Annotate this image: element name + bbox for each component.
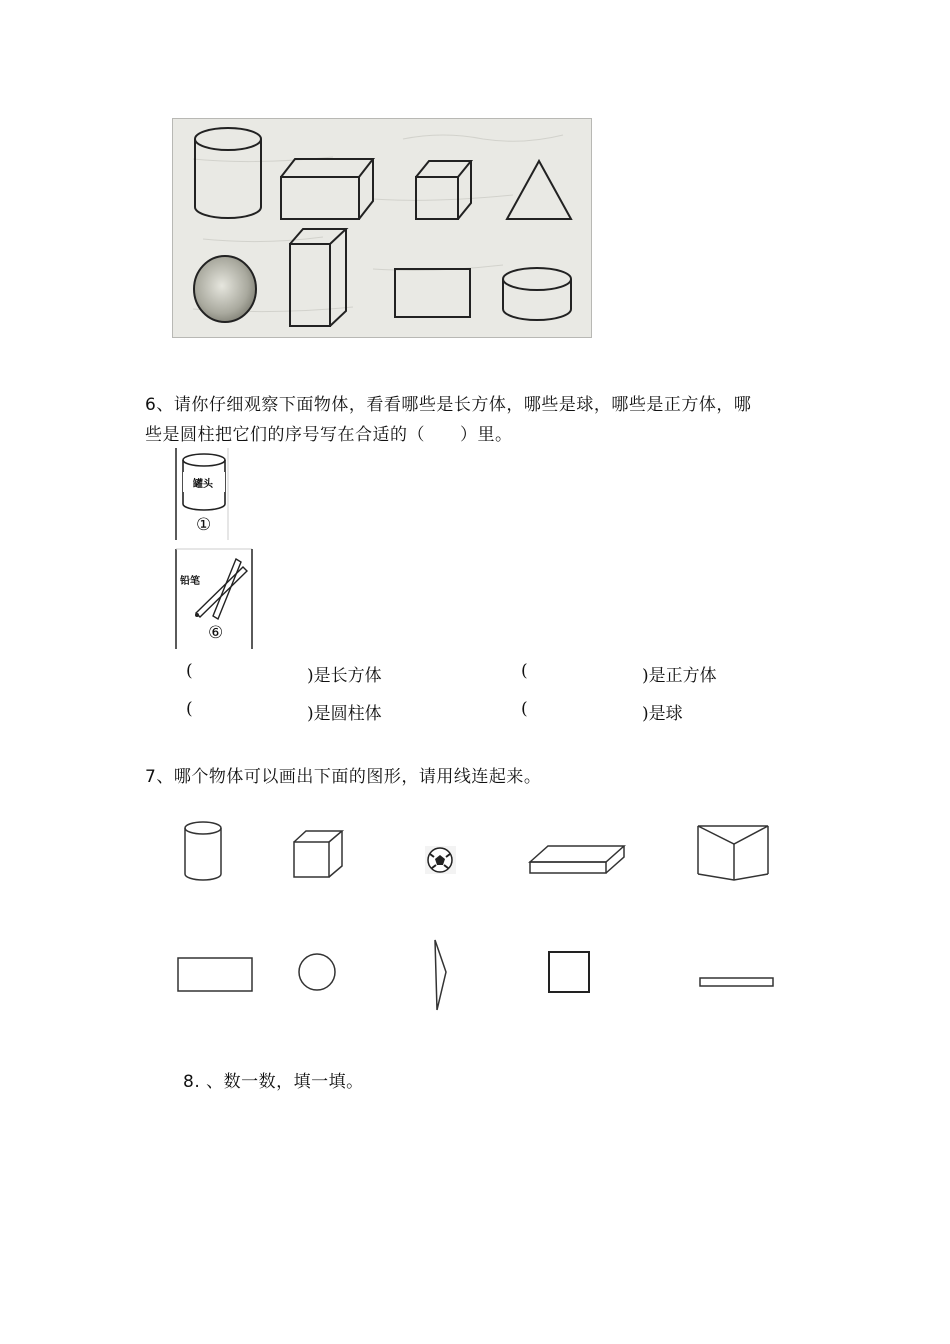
cylinder-shape — [195, 128, 261, 218]
cuboid-shape — [281, 159, 373, 219]
answer-cylinder-open: ( — [186, 699, 193, 719]
rectangle-shape — [395, 269, 470, 317]
q6-line-2: 些是圆柱把它们的序号写在合适的（ ）里。 — [145, 425, 513, 445]
solids-drawing — [173, 119, 591, 337]
q7-thin-rectangle-figure[interactable] — [700, 978, 773, 986]
answer-cylinder-close: )是圆柱体 — [307, 704, 382, 724]
can-number: ① — [196, 515, 212, 535]
can-item-card — [176, 448, 230, 540]
answer-cube-open: ( — [521, 661, 528, 681]
answer-cube-close: )是正方体 — [642, 666, 717, 686]
q7-circle-figure[interactable] — [299, 954, 335, 990]
answer-sphere-close: )是球 — [642, 704, 683, 724]
pencil-label: 铅笔 — [180, 576, 200, 587]
q6-line-1: 6、请你仔细观察下面物体，看看哪些是长方体，哪些是球，哪些是正方体，哪 — [145, 395, 752, 415]
solids-photo-panel — [172, 118, 592, 338]
answer-cuboid-close: )是长方体 — [307, 666, 382, 686]
short-cylinder-shape — [503, 268, 571, 320]
answer-sphere[interactable] — [521, 699, 781, 723]
q7-shapes — [0, 810, 950, 1070]
q7-rectangle-figure[interactable] — [178, 958, 252, 991]
answer-cuboid-open: ( — [186, 661, 193, 681]
q7-square-figure[interactable] — [549, 952, 589, 992]
answer-cube[interactable] — [521, 661, 781, 685]
pencil-item-card — [176, 549, 254, 649]
q7-ball-object[interactable] — [425, 846, 456, 874]
tall-cuboid-shape — [290, 229, 346, 326]
q7-prism-object[interactable] — [698, 826, 768, 880]
answer-cylinder[interactable] — [186, 699, 446, 723]
can-label: 罐头 — [193, 479, 213, 490]
q7-board-object[interactable] — [530, 846, 624, 873]
sphere-shape — [194, 256, 256, 322]
answer-sphere-open: ( — [521, 699, 528, 719]
q7-cylinder-object[interactable] — [185, 822, 221, 880]
pencil-number: ⑥ — [208, 623, 224, 643]
q7-cube-object[interactable] — [294, 831, 342, 877]
cube-shape — [416, 161, 471, 219]
triangle-shape — [507, 161, 571, 219]
q7-triangle-figure[interactable] — [435, 940, 446, 1010]
answer-cuboid[interactable] — [186, 661, 446, 685]
q7-title: 7、哪个物体可以画出下面的图形，请用线连起来。 — [145, 767, 542, 787]
q8-title: 8. 、数一数，填一填。 — [183, 1072, 364, 1092]
